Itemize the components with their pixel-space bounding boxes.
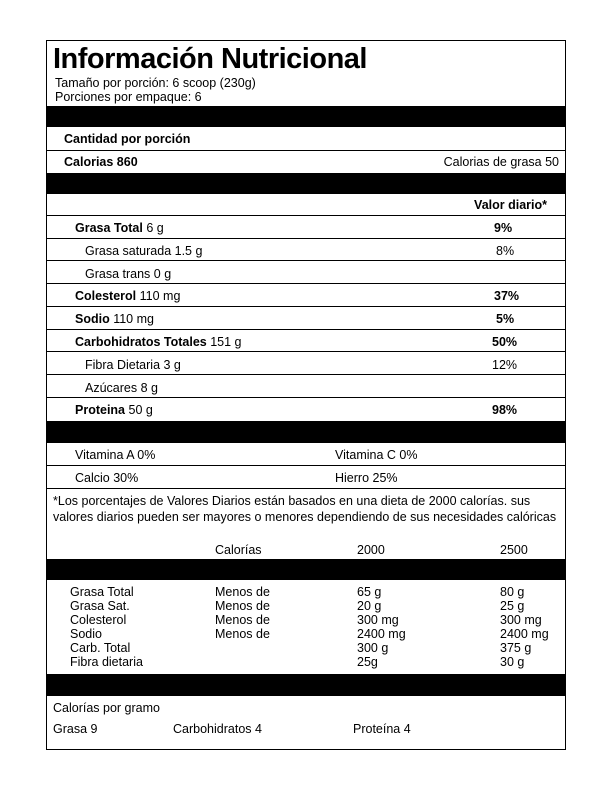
vitamin-c: Vitamina C 0% (335, 448, 418, 462)
ref-header-2000: 2000 (357, 543, 385, 557)
ref-nutrient: Carb. Total (70, 641, 131, 655)
ref-value-2000: 300 g (357, 641, 389, 655)
divider (47, 306, 565, 307)
ref-qualifier: Menos de (215, 599, 270, 613)
serving-size: Tamaño por porción: 6 scoop (230g) (55, 76, 256, 90)
daily-value-header: Valor diario* (474, 198, 547, 212)
divider (47, 283, 565, 284)
servings-per-container: Porciones por empaque: 6 (55, 90, 202, 104)
nutrient-name: Grasa Total (75, 221, 143, 235)
divider (47, 351, 565, 352)
calcium: Calcio 30% (75, 471, 139, 485)
nutrient-dv: 5% (496, 312, 515, 326)
ref-value-2500: 2400 mg (500, 627, 549, 641)
calories-per-gram-label: Calorías por gramo (53, 701, 160, 715)
ref-nutrient: Sodio (70, 627, 102, 641)
fat-calories: Calorias de grasa 50 (443, 155, 559, 169)
ref-nutrient: Grasa Total (70, 585, 134, 599)
nutrient-dv: 50% (492, 335, 518, 349)
divider (47, 215, 565, 216)
divider (47, 238, 565, 239)
fat-calories-per-gram: Grasa 9 (53, 722, 98, 736)
divider (47, 488, 565, 489)
nutrient-name: Azúcares 8 g (85, 381, 158, 395)
footnote-line-1: *Los porcentajes de Valores Diarios están basados en una dieta de 2000 calorías. sus (53, 494, 531, 508)
label-title: Información Nutricional (53, 43, 367, 75)
separator-bar (47, 173, 565, 194)
nutrient-name: Colesterol (75, 289, 137, 303)
divider (47, 374, 565, 375)
ref-qualifier: Menos de (215, 627, 270, 641)
ref-value-2000: 300 mg (357, 613, 399, 627)
iron: Hierro 25% (335, 471, 398, 485)
footnote-line-2: valores diarios pueden ser mayores o menores dependiendo de sus necesidades calóricas (53, 510, 557, 524)
ref-nutrient: Grasa Sat. (70, 599, 130, 613)
ref-nutrient: Fibra dietaria (70, 655, 143, 669)
separator-bar (47, 559, 565, 580)
nutrient-name: Fibra Dietaria 3 g (85, 358, 181, 372)
divider (47, 260, 565, 261)
nutrient-amount: 6 g (146, 221, 164, 235)
ref-value-2000: 2400 mg (357, 627, 406, 641)
ref-nutrient: Colesterol (70, 613, 127, 627)
carb-calories-per-gram: Carbohidratos 4 (173, 722, 262, 736)
separator-bar (47, 421, 565, 443)
ref-value-2000: 65 g (357, 585, 382, 599)
amount-per-serving: Cantidad por porción (64, 132, 191, 146)
ref-value-2500: 30 g (500, 655, 525, 669)
nutrient-dv: 9% (494, 221, 513, 235)
separator-bar (47, 106, 565, 127)
nutrient-name: Grasa trans 0 g (85, 267, 172, 281)
nutrition-facts-panel (46, 40, 566, 750)
nutrient-amount: 110 mg (113, 312, 154, 326)
nutrient-name: Carbohidratos Totales (75, 335, 207, 349)
protein-calories-per-gram: Proteína 4 (353, 722, 411, 736)
nutrient-amount: 110 mg (139, 289, 181, 303)
divider (47, 150, 565, 151)
calories-label: Calorias 860 (64, 155, 138, 169)
ref-qualifier: Menos de (215, 613, 270, 627)
divider (47, 397, 565, 398)
nutrient-name: Sodio (75, 312, 110, 326)
ref-value-2500: 300 mg (500, 613, 542, 627)
separator-bar (47, 674, 565, 696)
vitamin-a: Vitamina A 0% (75, 448, 156, 462)
nutrient-dv: 37% (494, 289, 520, 303)
ref-header-2500: 2500 (500, 543, 528, 557)
nutrient-name: Proteina (75, 403, 126, 417)
nutrient-name: Grasa saturada 1.5 g (85, 244, 203, 258)
ref-value-2000: 25g (357, 655, 378, 669)
ref-qualifier: Menos de (215, 585, 270, 599)
nutrient-dv: 8% (496, 244, 515, 258)
divider (47, 465, 565, 466)
nutrient-amount: 50 g (128, 403, 153, 417)
ref-value-2500: 80 g (500, 585, 525, 599)
nutrient-dv: 12% (492, 358, 518, 372)
nutrient-dv: 98% (492, 403, 518, 417)
divider (47, 329, 565, 330)
ref-header-label: Calorías (215, 543, 262, 557)
ref-value-2000: 20 g (357, 599, 382, 613)
ref-value-2500: 375 g (500, 641, 532, 655)
nutrient-amount: 151 g (210, 335, 242, 349)
ref-value-2500: 25 g (500, 599, 525, 613)
